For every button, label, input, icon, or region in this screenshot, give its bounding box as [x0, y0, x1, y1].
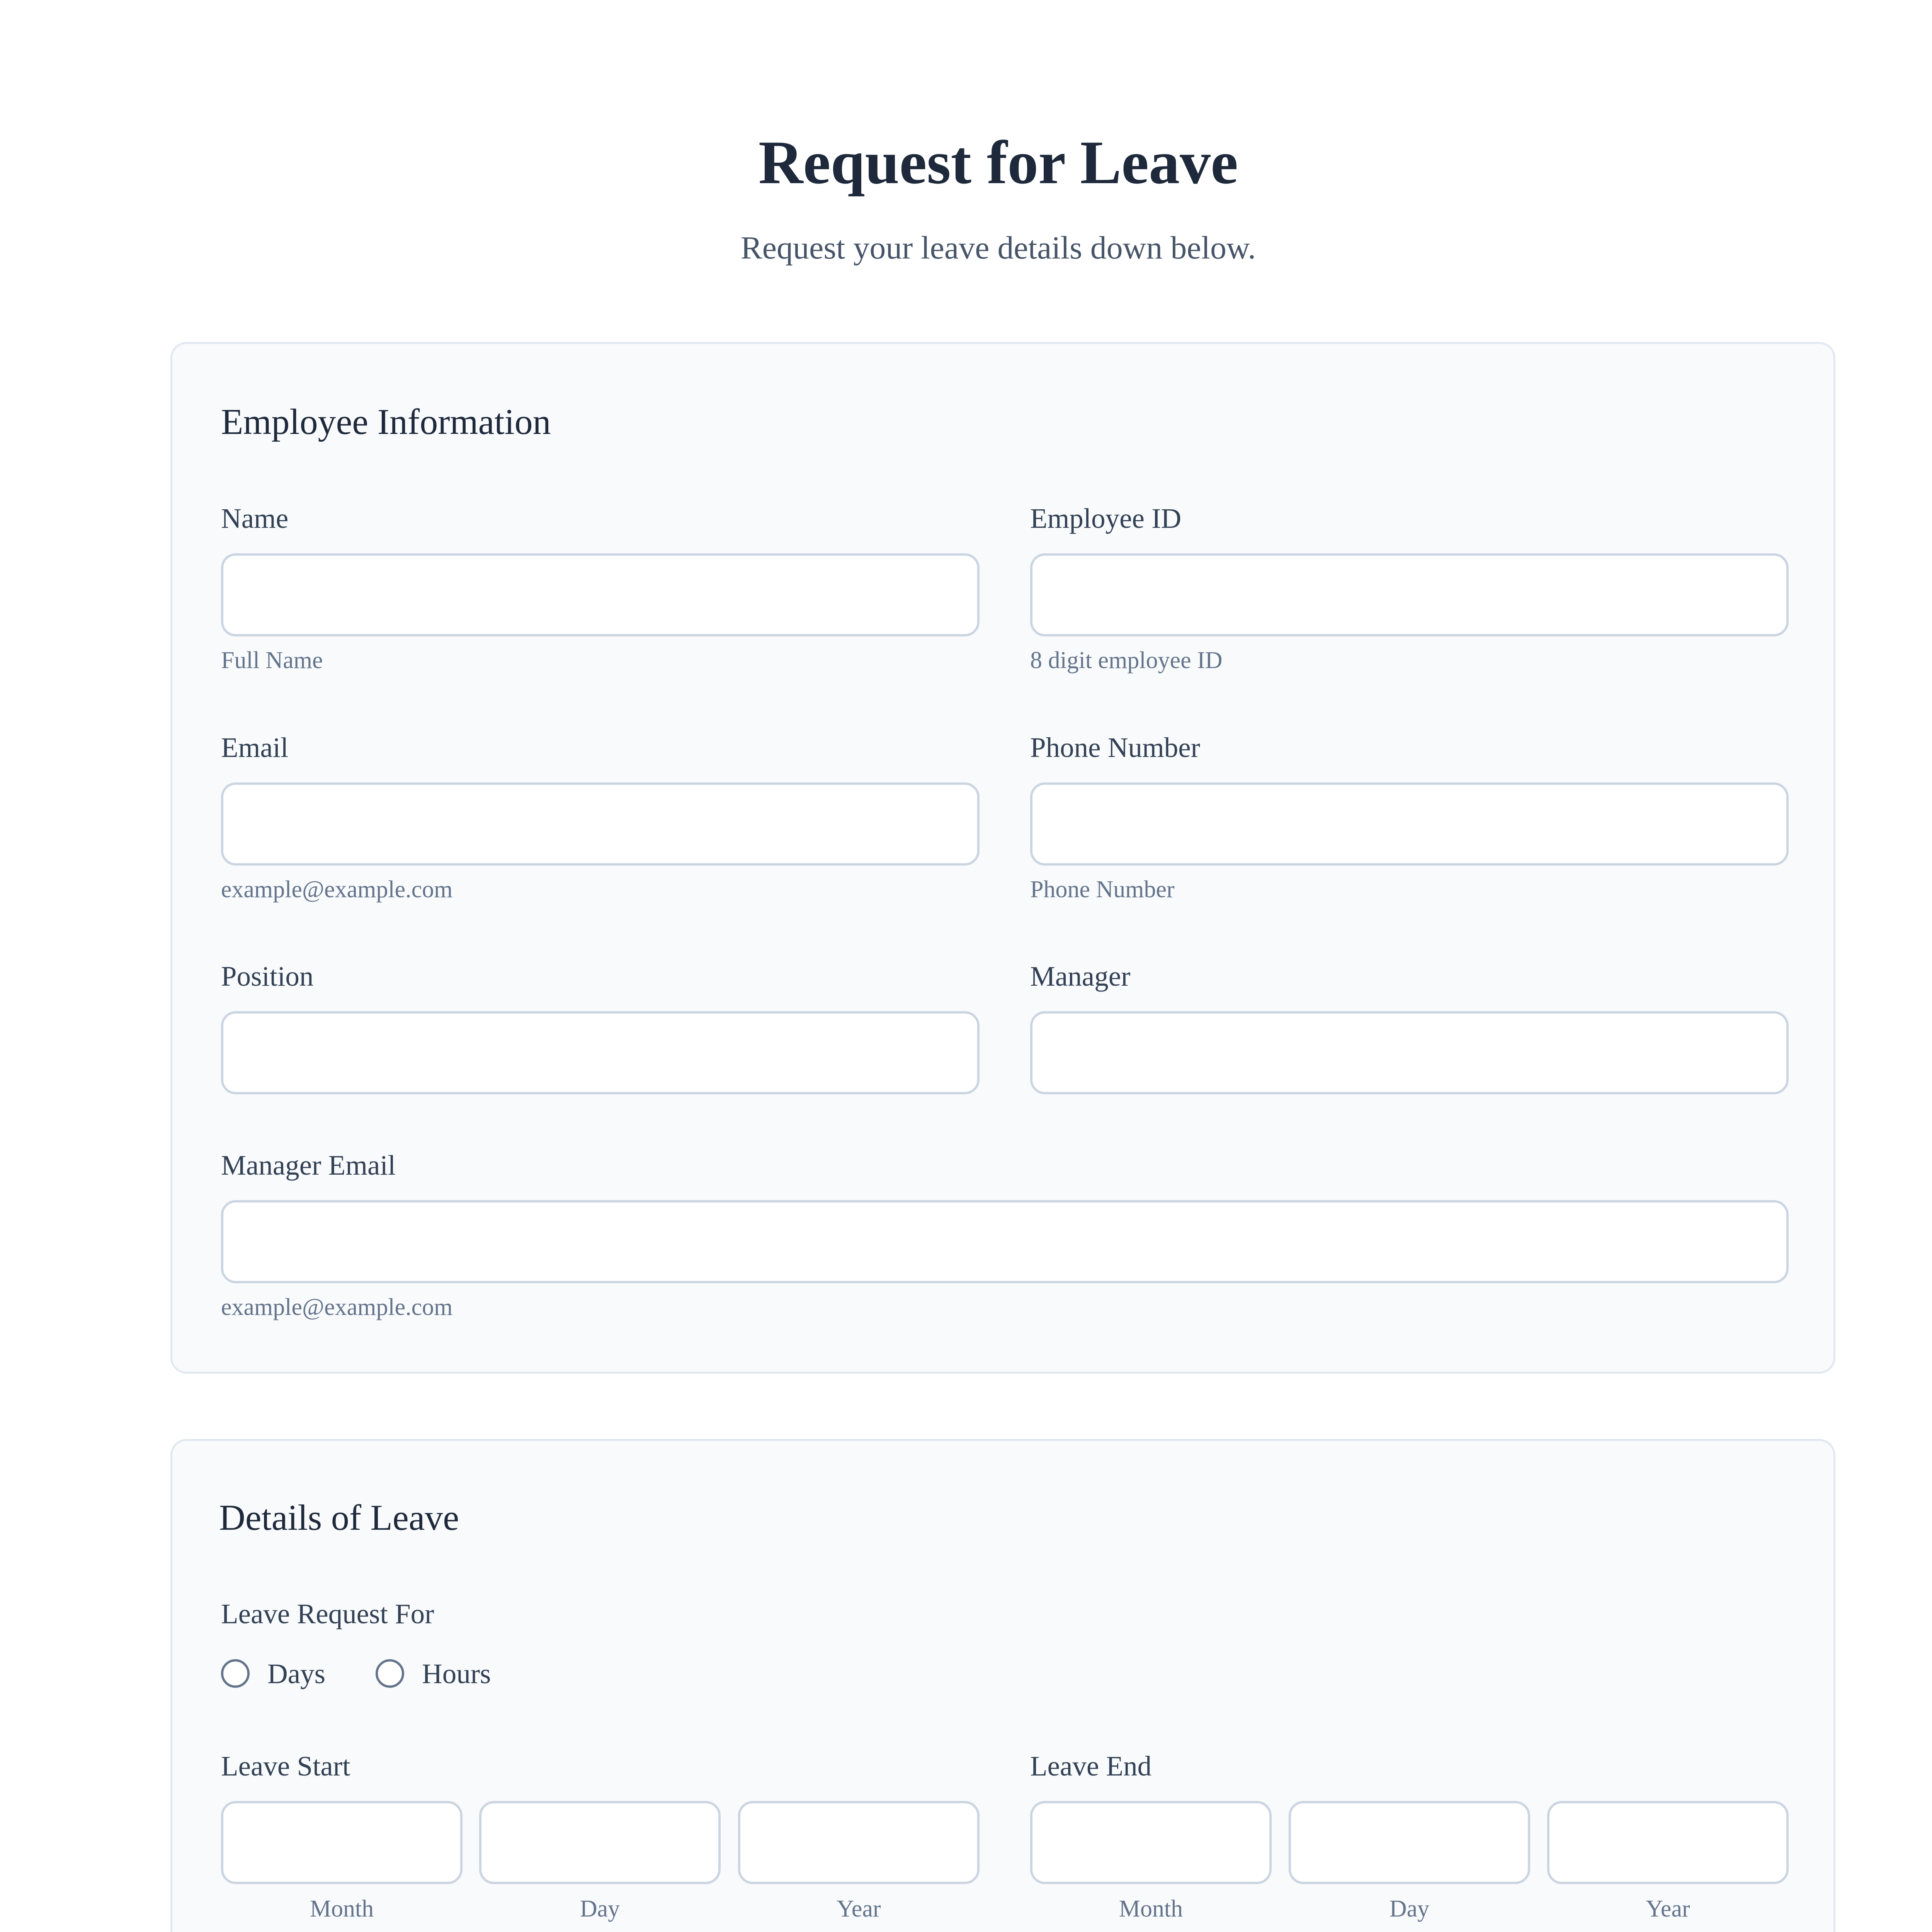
name-input[interactable]: [221, 553, 980, 636]
leave-end-label: Leave End: [1030, 1750, 1152, 1782]
leave-end-year-input[interactable]: [1547, 1801, 1789, 1884]
manager-input[interactable]: [1030, 1011, 1789, 1094]
email-input[interactable]: [221, 782, 980, 866]
leave-end-day-input[interactable]: [1289, 1801, 1530, 1884]
leave-end-month-input[interactable]: [1030, 1801, 1272, 1884]
phone-number-input[interactable]: [1030, 782, 1789, 866]
page-subtitle: Request your leave details down below.: [740, 230, 1256, 266]
radio-option-hours[interactable]: [376, 1656, 491, 1691]
details-of-leave-card: [170, 1439, 1835, 1932]
employee-information-card: [170, 342, 1835, 1374]
leave-start-day-input[interactable]: [479, 1801, 721, 1884]
radio-option-days[interactable]: [221, 1656, 325, 1691]
employee-id-hint: 8 digit employee ID: [1030, 647, 1223, 673]
employee-information-title: Employee Information: [221, 402, 551, 442]
radio-label-days: Days: [267, 1658, 326, 1689]
leave-start-year-input[interactable]: [738, 1801, 980, 1884]
leave-start-year-hint: Year: [837, 1896, 881, 1922]
manager-email-input[interactable]: [221, 1200, 1789, 1283]
leave-start-month-input[interactable]: [221, 1801, 463, 1884]
leave-end-month-hint: Month: [1119, 1896, 1183, 1922]
manager-email-hint: example@example.com: [221, 1294, 453, 1320]
leave-end-year-hint: Year: [1646, 1896, 1690, 1922]
phone-number-hint: Phone Number: [1030, 876, 1175, 903]
name-hint: Full Name: [221, 647, 323, 673]
leave-end-day-hint: Day: [1389, 1896, 1430, 1922]
position-label: Position: [221, 961, 314, 992]
employee-id-input[interactable]: [1030, 553, 1789, 636]
name-label: Name: [221, 503, 289, 534]
page-title: Request for Leave: [758, 128, 1238, 197]
email-label: Email: [221, 732, 289, 763]
leave-start-label: Leave Start: [221, 1750, 350, 1782]
leave-request-for-label: Leave Request For: [221, 1598, 434, 1629]
employee-id-label: Employee ID: [1030, 503, 1182, 534]
email-hint: example@example.com: [221, 876, 453, 903]
radio-circle[interactable]: [376, 1659, 404, 1688]
radio-circle[interactable]: [221, 1659, 250, 1688]
phone-number-label: Phone Number: [1030, 732, 1200, 763]
position-input[interactable]: [221, 1011, 980, 1094]
leave-start-day-hint: Day: [580, 1896, 620, 1922]
leave-start-month-hint: Month: [310, 1896, 374, 1922]
radio-label-hours: Hours: [422, 1658, 491, 1689]
manager-label: Manager: [1030, 961, 1131, 992]
manager-email-label: Manager Email: [221, 1150, 396, 1181]
details-of-leave-title: Details of Leave: [219, 1498, 459, 1538]
